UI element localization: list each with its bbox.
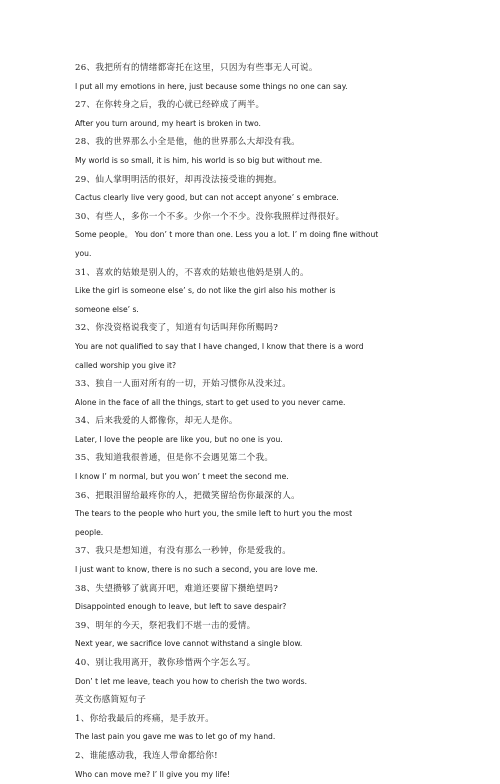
- english-text-line: I just want to know, there is no such a second, you are love me.: [75, 565, 318, 575]
- english-text-line: My world is so small, it is him, his world is so big but without me.: [75, 155, 323, 165]
- english-text-line: You are not qualified to say that I have changed, I know that there is a word: [75, 341, 364, 351]
- chinese-text-line: 37、我只是想知道，有没有那么一秒钟，你是爱我的。: [75, 546, 292, 557]
- text-body: [75, 59, 475, 784]
- english-text-line: Some people。 You don’ t more than one. Less you a lot. I’ m doing fine without: [75, 230, 379, 240]
- chinese-text-line: 39、明年的今天，祭祀我们不堪一击的爱情。: [75, 620, 256, 631]
- english-text-line: Disappointed enough to leave, but left to save despair?: [75, 602, 287, 612]
- english-text-line: Like the girl is someone else’ s, do not like the girl also his mother is: [75, 286, 336, 296]
- chinese-text-line: 32、你没资格说我变了，知道有句话叫拜你所赐吗?: [75, 323, 279, 334]
- english-text-line: Alone in the face of all the things, start to get used to you never came.: [75, 397, 346, 407]
- english-text-line: Don’ t let me leave, teach you how to cherish the two words.: [75, 676, 308, 686]
- chinese-text-line: 英文伤感简短句子: [75, 695, 147, 706]
- english-text-line: Cactus clearly live very good, but can not accept anyone’ s embrace.: [75, 193, 339, 203]
- english-text-line: I put all my emotions in here, just because some things no one can say.: [75, 81, 348, 91]
- chinese-text-line: 26、我把所有的情绪都寄托在这里，只因为有些事无人可说。: [75, 63, 318, 73]
- chinese-text-line: 28、我的世界那么小全是他，他的世界那么大却没有我。: [75, 137, 300, 148]
- chinese-text-line: 38、失望攒够了就离开吧，难道还要留下攒绝望吗?: [75, 583, 279, 594]
- chinese-text-line: 27、在你转身之后，我的心就已经碎成了两半。: [75, 100, 265, 111]
- english-text-line: The tears to the people who hurt you, the smile left to hurt you the most: [75, 509, 353, 519]
- chinese-text-line: 33、独自一人面对所有的一切，开始习惯你从没来过。: [75, 379, 292, 390]
- chinese-text-line: 34、后来我爱的人都像你，却无人是你。: [75, 416, 238, 427]
- english-text-line: I know I’ m normal, but you won’ t meet the second me.: [75, 472, 289, 482]
- english-text-line: Next year, we sacrifice love cannot withstand a single blow.: [75, 639, 303, 649]
- chinese-text-line: 29、仙人掌明明活的很好，却再没法接受谁的拥抱。: [75, 174, 283, 185]
- english-text-line: you.: [75, 248, 92, 258]
- chinese-text-line: 30、有些人，多你一个不多。少你一个不少。没你我照样过得很好。: [75, 211, 345, 222]
- chinese-text-line: 36、把眼泪留给最疼你的人，把微笑留给伤你最深的人。: [75, 490, 300, 501]
- english-text-line: Later, I love the people are like you, but no one is you.: [75, 434, 283, 444]
- chinese-text-line: 31、喜欢的姑娘是别人的，不喜欢的姑娘也他妈是别人的。: [75, 267, 309, 278]
- english-text-line: people.: [75, 527, 104, 537]
- english-text-line: someone else’ s.: [75, 304, 139, 314]
- english-text-line: called worship you give it?: [75, 360, 177, 370]
- chinese-text-line: 35、我知道我很普通，但是你不会遇见第二个我。: [75, 453, 274, 464]
- english-text-line: Who can move me? I’ ll give you my life!: [75, 769, 231, 779]
- english-text-line: The last pain you gave me was to let go of my hand.: [75, 732, 276, 742]
- chinese-text-line: 40、别让我用离开，教你珍惜两个字怎么写。: [75, 658, 256, 668]
- chinese-text-line: 2、谁能感动我，我连人带命都给你!: [75, 750, 218, 761]
- chinese-text-line: 1、你给我最后的疼痛，是手放开。: [75, 713, 215, 724]
- english-text-line: After you turn around, my heart is broken in two.: [75, 118, 261, 128]
